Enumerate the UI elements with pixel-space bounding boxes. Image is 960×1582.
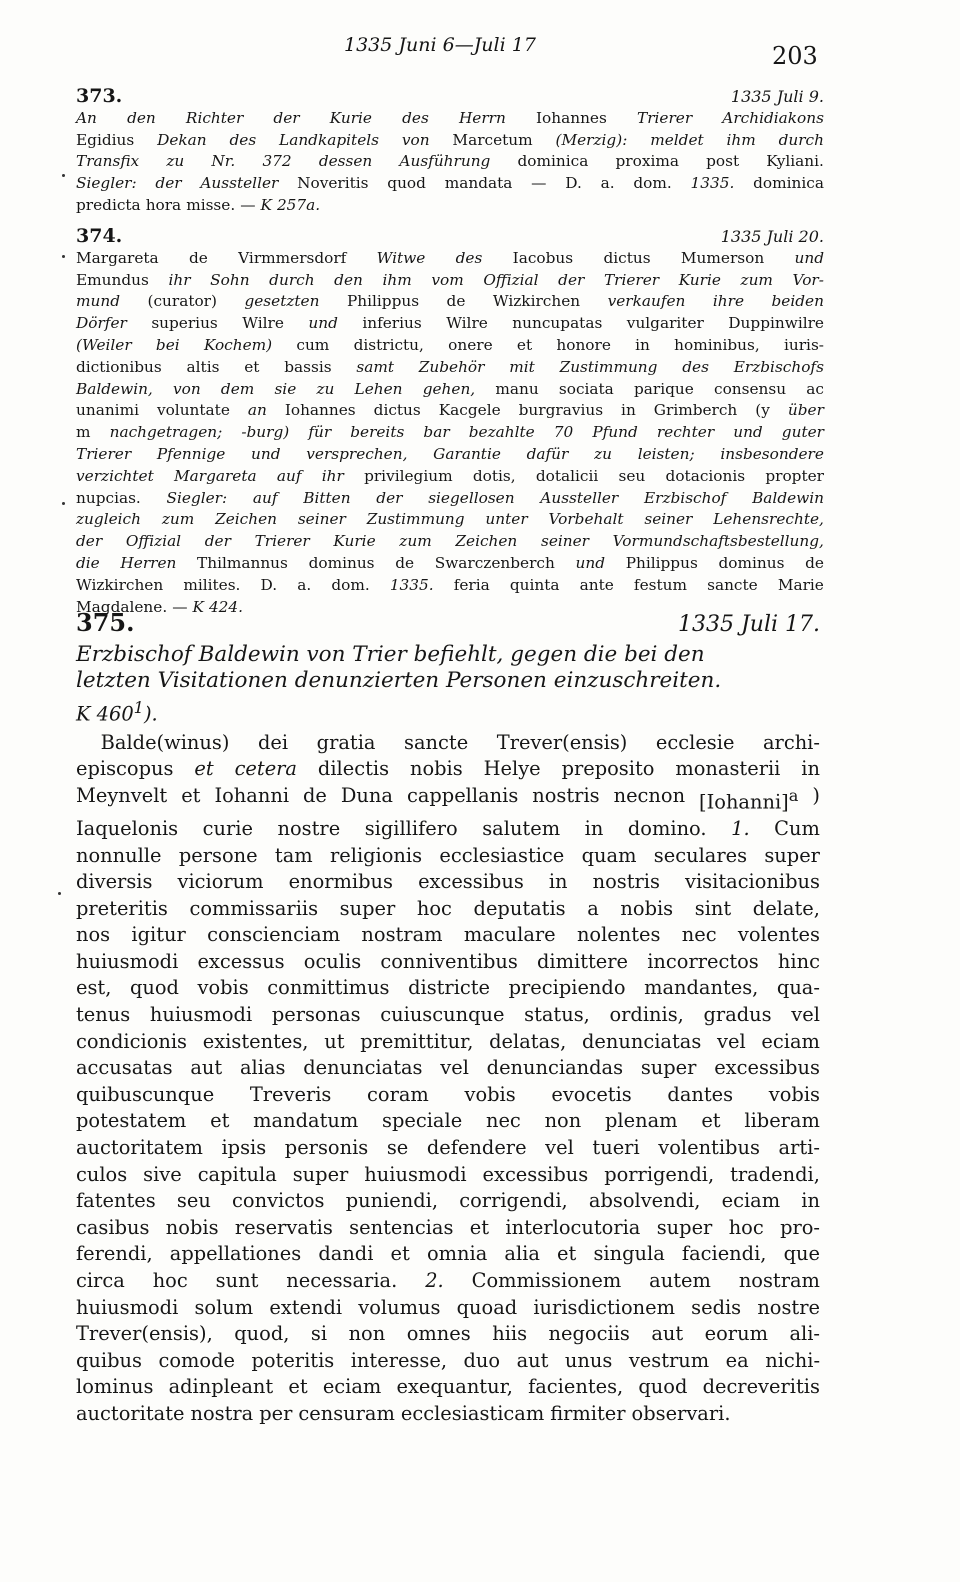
document-375	[76, 610, 820, 1428]
text-line: nupcias. Siegler: auf Bitten der siegellosen Aussteller Erzbischof Baldewin	[76, 488, 824, 507]
text-line: condicionis existentes, ut premittitur, delatas, denunciatas vel eciam	[76, 1029, 820, 1053]
document-date: 1335 Juli 9.	[730, 87, 824, 106]
summary-line: letzten Visitationen denunzierten Personen einzuschreiten.	[76, 667, 722, 693]
text-line: casibus nobis reservatis sentencias et interlocutoria super hoc pro-	[76, 1215, 820, 1239]
text-line: Baldewin, von dem sie zu Lehen gehen, manu sociata parique consensu ac	[76, 379, 824, 398]
text-line: auctoritatem ipsis personis se defendere vel tueri volentibus arti-	[76, 1136, 820, 1160]
text-line: quibus comode poteritis interesse, duo aut unus vestrum ea nichi-	[76, 1348, 820, 1372]
text-line: (Weiler bei Kochem) cum districtu, onere et honore in hominibus, iuris-	[76, 335, 824, 354]
text-line: culos sive capitula super huiusmodi excessibus porrigendi, tradendi,	[76, 1162, 820, 1186]
text-line: lominus adinpleant et eciam exequantur, facientes, quod decreveritis	[76, 1375, 820, 1399]
text-line: Margareta de Virmmersdorf Witwe des Iacobus dictus Mumerson und	[76, 248, 824, 267]
text-line: Transfix zu Nr. 372 dessen Ausführung dominica proxima post Kyliani.	[76, 152, 824, 171]
document-374	[76, 226, 824, 618]
text-line: die Herren Thilmannus dominus de Swarczenberch und Philippus dominus de	[76, 553, 824, 572]
text-line: est, quod vobis conmittimus districte precipiendo mandantes, qua-	[76, 976, 820, 1000]
text-line: Trever(ensis), quod, si non omnes hiis negociis aut eorum ali-	[76, 1322, 820, 1346]
document-375-reference: K $460^1$).	[76, 697, 158, 726]
text-line: accusatas aut alias denunciatas vel denunciandas super excessibus	[76, 1056, 820, 1080]
text-line: huiusmodi solum extendi volumus quoad iurisdictionem sedis nostre	[76, 1295, 820, 1319]
document-number: 374.	[76, 225, 123, 247]
text-line: huiusmodi excessus oculis conniventibus dimittere incorrectos hinc	[76, 949, 820, 973]
text-line: tenus huiusmodi personas cuiuscunque status, ordinis, gradus vel	[76, 1003, 820, 1027]
margin-mark	[62, 174, 65, 177]
text-line: Meynvelt et Iohanni de Duna cappellanis nostris necnon [Iohanni]$^a$ )	[76, 783, 820, 814]
document-373-heading	[76, 86, 824, 108]
text-line: circa hoc sunt necessaria. 2. Commissionem autem nostram	[76, 1269, 820, 1292]
text-line: ferendi, appellationes dandi et omnia alia et singula faciendi, que	[76, 1242, 820, 1266]
text-line: diversis viciorum enormibus excessibus in nostris visitacionibus	[76, 870, 820, 894]
page-header	[0, 30, 960, 70]
text-line: nonnulle persone tam religionis ecclesiastice quam seculares super	[76, 843, 820, 867]
text-line: der Offizial der Trierer Kurie zum Zeichen seiner Vormundschaftsbestellung,	[76, 532, 824, 551]
text-line: preteritis commissariis super hoc deputatis a nobis sint delate,	[76, 896, 820, 920]
document-374-text	[76, 248, 824, 619]
text-line: episcopus et cetera dilectis nobis Helye preposito monasterii in	[76, 757, 820, 781]
document-375-heading	[76, 610, 820, 639]
text-line: Emundus ihr Sohn durch den ihm vom Offizial der Trierer Kurie zum Vor-	[76, 270, 824, 289]
text-line: An den Richter der Kurie des Herrn Iohannes Trierer Archidiakons	[76, 108, 824, 127]
margin-mark	[58, 892, 61, 895]
text-line: unanimi voluntate an Iohannes dictus Kacgele burgravius in Grimberch (y über	[76, 401, 824, 420]
document-374-heading	[76, 226, 824, 248]
text-line: fatentes seu convictos puniendi, corrigendi, absolvendi, eciam in	[76, 1189, 820, 1213]
margin-mark	[62, 255, 65, 258]
text-line: verzichtet Margareta auf ihr privilegium dotis, dotalicii seu dotacionis propter	[76, 466, 824, 485]
text-line: mund (curator) gesetzten Philippus de Wizkirchen verkaufen ihre beiden	[76, 292, 824, 311]
summary-line: Erzbischof Baldewin von Trier befiehlt, gegen die bei den	[76, 641, 705, 667]
running-title: 1335 Juni 6—Juli 17	[344, 34, 536, 56]
document-number: 373.	[76, 85, 123, 107]
text-line: dictionibus altis et bassis samt Zubehör mit Zustimmung des Erzbischofs	[76, 357, 824, 376]
text-line: quibuscunque Treveris coram vobis evocetis dantes vobis	[76, 1082, 820, 1106]
text-line: zugleich zum Zeichen seiner Zustimmung unter Vorbehalt seiner Lehensrechte,	[76, 510, 824, 529]
text-line: Magdalene. — K 424.	[76, 597, 243, 616]
document-number: 375.	[76, 608, 135, 637]
page-number: 203	[772, 42, 818, 70]
document-373-text	[76, 108, 824, 217]
text-line: Trierer Pfennige und versprechen, Garantie dafür zu leisten; insbesondere	[76, 444, 824, 463]
document-date: 1335 Juli 17.	[677, 612, 820, 637]
text-line: m nachgetragen; -burg) für bereits bar bezahlte 70 Pfund rechter und guter	[76, 423, 824, 442]
text-line: Siegler: der Aussteller Noveritis quod mandata — D. a. dom. 1335. dominica	[76, 174, 824, 193]
document-373	[76, 86, 824, 217]
document-date: 1335 Juli 20.	[720, 227, 824, 246]
text-line: Iaquelonis curie nostre sigillifero salutem in domino. 1. Cum	[76, 816, 820, 840]
text-line: Dörfer superius Wilre und inferius Wilre nuncupatas vulgariter Duppinwilre	[76, 314, 824, 333]
margin-mark	[62, 502, 65, 505]
text-line: Egidius Dekan des Landkapitels von Marcetum (Merzig): meldet ihm durch	[76, 130, 824, 149]
text-line: potestatem et mandatum speciale nec non plenam et liberam	[76, 1109, 820, 1133]
document-375-text	[76, 730, 820, 1428]
text-line: Balde(winus) dei gratia sancte Trever(ensis) ecclesie archi-	[76, 730, 820, 754]
text-line: Wizkirchen milites. D. a. dom. 1335. feria quinta ante festum sancte Marie	[76, 575, 824, 594]
text-line: nos igitur conscienciam nostram maculare nolentes nec volentes	[76, 923, 820, 947]
text-line: auctoritate nostra per censuram ecclesiasticam firmiter observari.	[76, 1401, 731, 1425]
document-375-summary	[76, 642, 820, 694]
text-line: predicta hora misse. — K 257a.	[76, 195, 321, 214]
